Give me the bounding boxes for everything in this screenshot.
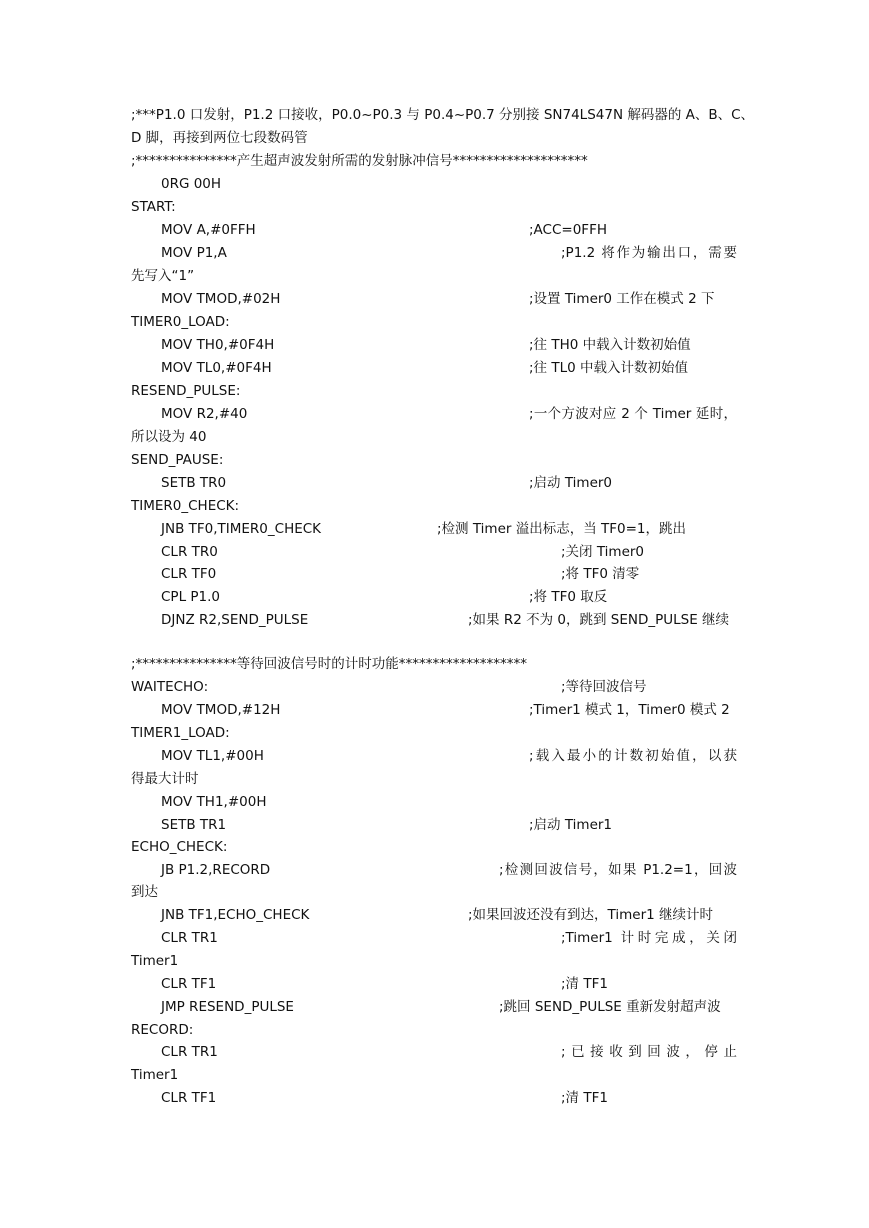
comment-mov-th0: ;往 TH0 中载入计数初始值	[529, 337, 691, 353]
code-mov-tl0: MOV TL0,#0F4H	[161, 360, 272, 376]
code-mov-tmod: MOV TMOD,#02H	[161, 291, 281, 307]
code-mov-tl1: MOV TL1,#00H	[161, 748, 264, 764]
code-clr-tf1-record: CLR TF1	[161, 1090, 217, 1106]
comment-mov-p1: ;P1.2 将作为输出口，需要	[561, 245, 737, 261]
label-send-pause: SEND_PAUSE:	[131, 452, 224, 468]
label-timer1-load: TIMER1_LOAD:	[131, 725, 230, 741]
code-clr-tr0: CLR TR0	[161, 544, 218, 560]
comment-cpl-p10: ;将 TF0 取反	[529, 589, 608, 605]
code-jnb-tf1: JNB TF1,ECHO_CHECK	[161, 907, 310, 923]
code-clr-tf0: CLR TF0	[161, 566, 217, 582]
comment-mov-a: ;ACC=0FFH	[529, 222, 607, 238]
comment-mov-r2: ;一个方波对应 2 个 Timer 延时，	[529, 406, 737, 422]
comment-mov-tmod-12h: ;Timer1 模式 1，Timer0 模式 2	[529, 702, 730, 718]
code-setb-tr1: SETB TR1	[161, 817, 227, 833]
code-mov-p1: MOV P1,A	[161, 245, 227, 261]
label-timer0-load: TIMER0_LOAD:	[131, 314, 230, 330]
section1-title: ;***************产生超声波发射所需的发射脉冲信号********************	[131, 153, 588, 169]
label-waitecho: WAITECHO:	[131, 679, 209, 695]
comment-clr-tr0: ;关闭 Timer0	[561, 544, 645, 560]
code-mov-tmod-12h: MOV TMOD,#12H	[161, 702, 281, 718]
comment-mov-tl1-cont: 得最大计时	[131, 771, 199, 787]
comment-jb-p12-cont: 到达	[131, 884, 158, 900]
comment-jnb-tf1: ;如果回波还没有到达，Timer1 继续计时	[468, 907, 714, 923]
code-org: 0RG 00H	[161, 176, 222, 192]
label-record: RECORD:	[131, 1022, 194, 1038]
code-jb-p12: JB P1.2,RECORD	[161, 862, 271, 878]
comment-clr-tr1-cont: Timer1	[131, 953, 179, 969]
code-clr-tr1-record: CLR TR1	[161, 1044, 218, 1060]
comment-waitecho: ;等待回波信号	[561, 679, 647, 695]
code-mov-th1: MOV TH1,#00H	[161, 794, 267, 810]
comment-clr-tf1-record: ;清 TF1	[561, 1090, 608, 1106]
label-start: START:	[131, 199, 176, 215]
code-mov-r2: MOV R2,#40	[161, 406, 248, 422]
comment-mov-tmod: ;设置 Timer0 工作在模式 2 下	[529, 291, 715, 307]
comment-mov-tl1: ;载入最小的计数初始值，以获	[529, 748, 737, 764]
comment-clr-tr1-record-cont: Timer1	[131, 1067, 179, 1083]
code-mov-a: MOV A,#0FFH	[161, 222, 256, 238]
comment-mov-tl0: ;往 TL0 中载入计数初始值	[529, 360, 688, 376]
code-jnb-tf0: JNB TF0,TIMER0_CHECK	[161, 521, 322, 537]
code-jmp-resend: JMP RESEND_PULSE	[161, 999, 294, 1015]
code-cpl-p10: CPL P1.0	[161, 589, 220, 605]
comment-clr-tf0: ;将 TF0 清零	[561, 566, 640, 582]
comment-clr-tr1: ;Timer1 计时完成，关闭	[561, 930, 737, 946]
comment-setb-tr0: ;启动 Timer0	[529, 475, 613, 491]
section2-title: ;***************等待回波信号时的计时功能*******************	[131, 656, 528, 672]
code-clr-tf1: CLR TF1	[161, 976, 217, 992]
header-comment-line1: ;***P1.0 口发射，P1.2 口接收，P0.0~P0.3 与 P0.4~P0.7 分别接 SN74LS47N 解码器的 A、B、C、	[131, 107, 755, 123]
comment-mov-r2-cont: 所以设为 40	[131, 429, 207, 445]
comment-setb-tr1: ;启动 Timer1	[529, 817, 613, 833]
comment-clr-tr1-record: ;已接收到回波，停止	[561, 1044, 737, 1060]
label-echo-check: ECHO_CHECK:	[131, 839, 228, 855]
comment-mov-p1-cont: 先写入“1”	[131, 268, 195, 284]
comment-jmp-resend: ;跳回 SEND_PULSE 重新发射超声波	[499, 999, 721, 1015]
code-djnz: DJNZ R2,SEND_PULSE	[161, 612, 309, 628]
header-comment-line2: D 脚，再接到两位七段数码管	[131, 130, 308, 146]
code-clr-tr1: CLR TR1	[161, 930, 218, 946]
comment-djnz: ;如果 R2 不为 0，跳到 SEND_PULSE 继续	[468, 612, 730, 628]
code-setb-tr0: SETB TR0	[161, 475, 227, 491]
comment-jb-p12: ;检测回波信号，如果 P1.2=1，回波	[499, 862, 737, 878]
label-resend-pulse: RESEND_PULSE:	[131, 383, 241, 399]
code-mov-th0: MOV TH0,#0F4H	[161, 337, 275, 353]
comment-jnb-tf0: ;检测 Timer 溢出标志，当 TF0=1，跳出	[437, 521, 687, 537]
comment-clr-tf1: ;清 TF1	[561, 976, 608, 992]
label-timer0-check: TIMER0_CHECK:	[131, 498, 240, 514]
